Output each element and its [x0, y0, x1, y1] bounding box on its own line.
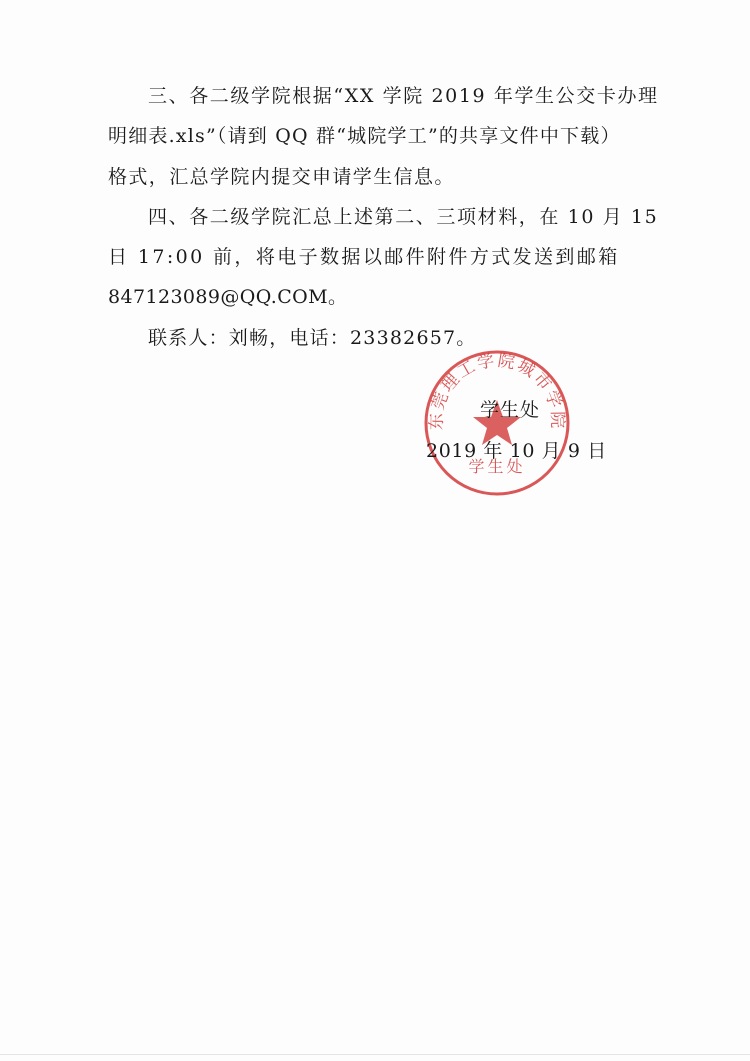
paragraph-4-line-3: 847123089@QQ.COM。: [108, 286, 348, 308]
paragraph-3-line-1: 三、各二级学院根据“XX 学院 2019 年学生公交卡办理: [148, 85, 659, 107]
scan-edge-divider: [0, 1054, 750, 1055]
signature-organization: 学生处: [480, 399, 541, 421]
signature-date: 2019 年 10 月 9 日: [426, 440, 607, 462]
paragraph-4-line-1: 四、各二级学院汇总上述第二、三项材料，在 10 月 15: [148, 206, 659, 228]
seal-inner-text: 学生处: [468, 457, 526, 476]
seal-graphic: [422, 348, 572, 498]
seal-outer-text: 东莞理工学院城市学院: [426, 350, 568, 431]
contact-line: 联系人：刘畅，电话：23382657。: [148, 327, 477, 349]
official-seal: [422, 348, 572, 498]
paragraph-4-line-2: 日 17:00 前，将电子数据以邮件附件方式发送到邮箱: [108, 246, 620, 268]
paragraph-3-line-2: 明细表.xls”（请到 QQ 群“城院学工”的共享文件中下载）: [108, 125, 621, 147]
paragraph-3-line-3: 格式，汇总学院内提交申请学生信息。: [108, 166, 455, 188]
